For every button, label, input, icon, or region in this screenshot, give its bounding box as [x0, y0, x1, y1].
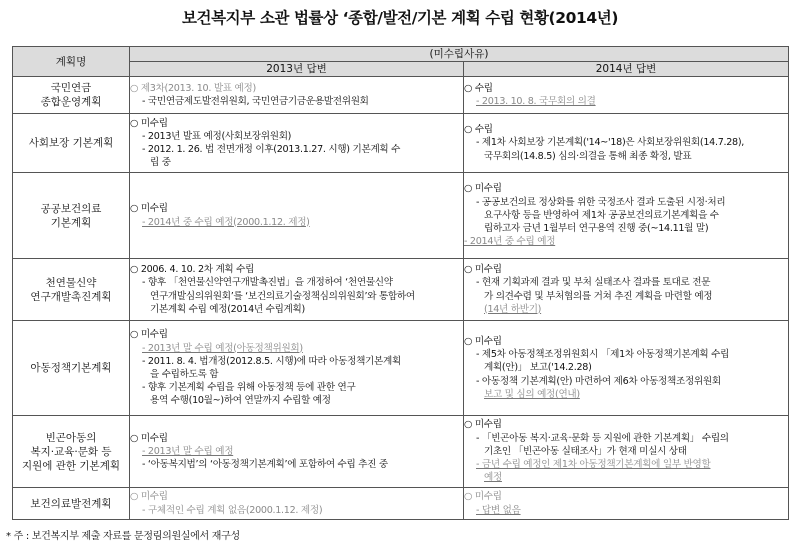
- answer-line: ○ 미수립: [464, 335, 502, 347]
- page-title: 보건복지부 소관 법률상 ‘종합/발전/기본 계획 수립 현황(2014년): [181, 9, 619, 27]
- answer-line: - 국민연금제도발전위원회, 국민연금기금운용발전위원회: [142, 96, 369, 107]
- answer-line: - 제1차 사회보장 기본계획('14~'18)은 사회보장위원회(14.7.28),: [476, 137, 745, 149]
- plan-name-line: 복지·교육·문화 등: [30, 445, 112, 458]
- header-plan-name: 계획명: [13, 47, 130, 77]
- answer-line: - 제5차 아동정책조정위원회시 「제1차 아동정책기본계획 수립: [476, 349, 730, 361]
- answer-line: - 2013. 10. 8. 국무회의 의결: [476, 96, 596, 107]
- answer-2014-cell: [464, 77, 789, 114]
- answer-2013-cell: [130, 114, 464, 173]
- answer-line: - 2013년 말 수립 예정(아동정책위원회): [142, 342, 303, 354]
- plan-name-line: 연구개발촉진계획: [30, 290, 112, 303]
- plan-name-cell: [13, 416, 130, 488]
- plan-name-line: 보건의료발전계획: [30, 497, 112, 510]
- plan-name-cell: [13, 488, 130, 520]
- answer-2013-cell: [130, 321, 464, 416]
- answer-line: ○ 미수립: [464, 264, 502, 276]
- answer-line: 예정: [484, 472, 502, 484]
- answer-line: 보고 및 심의 예정(연내): [484, 388, 580, 400]
- answer-line: 국무회의(14.8.5) 심의·의결을 통해 최종 확정, 발표: [484, 150, 692, 162]
- plan-name-cell: [13, 77, 130, 114]
- answer-line: 기초인 「빈곤아동 실태조사」가 현재 미실시 상태: [484, 445, 687, 457]
- answer-line: 을 수립하도록 함: [150, 369, 219, 380]
- plan-name-line: 공공보건의료: [40, 202, 102, 215]
- answer-line: 립하고자 금년 1월부터 연구용역 진행 중(~14.11월 말): [484, 223, 709, 235]
- answer-line: - 2012. 1. 26. 법 전면개정 이후(2013.1.27. 시행) 기본계획 수: [142, 144, 401, 155]
- answer-2013-cell: [130, 77, 464, 114]
- answer-line: 기본계획 수립 예정(2014년 수립계획): [150, 303, 305, 315]
- answer-line: - 공공보건의료 정상화를 위한 국정조사 결과 도출된 시정·처리: [476, 196, 726, 208]
- answer-line: (14년 하반기): [484, 303, 542, 315]
- plan-name-line: 지원에 관한 기본계획: [22, 459, 120, 472]
- answer-line: ○ 2006. 4. 10. 2차 계획 수립: [130, 264, 255, 276]
- answer-line: 요구사항 등을 반영하여 제1차 공공보건의료기본계획을 수: [484, 209, 719, 221]
- answer-line: - 2013년 말 수립 예정: [142, 445, 234, 457]
- table-row: [13, 321, 789, 416]
- answer-line: - 2013년 발표 예정(사회보장위원회): [142, 130, 292, 142]
- plan-name-line: 빈곤아동의: [45, 431, 97, 444]
- answer-2014-cell: [464, 114, 789, 173]
- table-row: [13, 173, 789, 259]
- answer-line: ○ 제3차(2013. 10. 발표 예정): [130, 82, 256, 94]
- answer-2014-cell: [464, 259, 789, 321]
- answer-line: 립 중: [150, 157, 171, 169]
- header-row-2: [13, 62, 789, 77]
- plan-name-cell: [13, 173, 130, 259]
- plan-name-cell: [13, 321, 130, 416]
- answer-line: - 금년 수립 예정인 제1차 아동정책기본계획에 일부 반영할: [476, 459, 711, 471]
- plan-name-line: 사회보장 기본계획: [28, 137, 114, 149]
- answer-2013-cell: [130, 173, 464, 259]
- answer-line: - 「빈곤아동 복지·교육·문화 등 지원에 관한 기본계획」 수립의: [476, 432, 729, 444]
- answer-line: ○ 미수립: [130, 203, 168, 215]
- answer-2013-cell: [130, 488, 464, 520]
- plan-name-line: 아동정책기본계획: [30, 362, 112, 374]
- plan-name-cell: [13, 114, 130, 173]
- answer-line: 계획(안)」 보고('14.2.28): [484, 362, 592, 374]
- answer-line: - 2011. 8. 4. 법개정(2012.8.5. 시행)에 따라 아동정책기본계획: [142, 355, 401, 367]
- answer-line: 용역 수행(10월~)하여 연말까지 수립할 예정: [150, 395, 331, 407]
- answer-line: - 답변 없음: [476, 504, 521, 516]
- answer-line: ○ 미수립: [464, 419, 502, 431]
- table-row: [13, 114, 789, 173]
- plan-name-line: 천연물신약: [45, 276, 97, 289]
- answer-line: ○ 미수립: [130, 329, 168, 341]
- answer-line: - ‘아동복지법’의 ‘아동정책기본계획’에 포함하여 수립 추진 중: [142, 459, 388, 471]
- footnote: * 주 : 보건복지부 제출 자료를 문정림의원실에서 재구성: [6, 531, 240, 542]
- answer-2013-cell: [130, 416, 464, 488]
- header-2013: 2013년 답변: [130, 62, 464, 77]
- plan-name-cell: [13, 259, 130, 321]
- answer-line: ○ 미수립: [130, 117, 168, 129]
- answer-line: - 구체적인 수립 계획 없음(2000.1.12. 제정): [142, 504, 323, 516]
- answer-2014-cell: [464, 416, 789, 488]
- plan-name-line: 종합운영계획: [40, 96, 102, 108]
- header-reason: (미수립사유): [130, 47, 789, 62]
- answer-2014-cell: [464, 321, 789, 416]
- answer-2013-cell: [130, 259, 464, 321]
- plan-name-line: 기본계획: [50, 216, 92, 229]
- table-row: [13, 416, 789, 488]
- answer-line: - 아동정책 기본계획(안) 마련하여 제6차 아동정책조정위원회: [476, 375, 721, 387]
- answer-line: 연구개발심의위원회’를 ‘보건의료기술정책심의위원회’와 통합하여: [150, 290, 415, 302]
- answer-line: ○ 미수립: [130, 432, 168, 444]
- plan-name-line: 국민연금: [50, 82, 92, 94]
- answer-line: ○ 수립: [464, 124, 493, 136]
- header-row-1: [13, 47, 789, 62]
- table-row: [13, 488, 789, 520]
- answer-line: ○ 미수립: [464, 491, 502, 503]
- answer-line: - 2014년 중 수립 예정(2000.1.12. 제정): [142, 216, 310, 228]
- answer-2014-cell: [464, 488, 789, 520]
- answer-2014-cell: [464, 173, 789, 259]
- answer-line: ○ 미수립: [464, 183, 502, 195]
- answer-line: ○ 미수립: [130, 491, 168, 503]
- answer-line: 가 의견수렴 및 부처협의를 거쳐 추진 계획을 마련할 예정: [484, 290, 713, 302]
- table-row: [13, 259, 789, 321]
- answer-line: - 향후 「천연물신약연구개발촉진법」을 개정하여 ‘천연물신약: [142, 277, 393, 289]
- table-row: [13, 77, 789, 114]
- answer-line: - 2014년 중 수립 예정: [464, 236, 556, 248]
- answer-line: ○ 수립: [464, 82, 493, 94]
- header-2014: 2014년 답변: [464, 62, 789, 77]
- answer-line: - 향후 기본계획 수립을 위해 아동정책 등에 관한 연구: [142, 382, 356, 394]
- answer-line: - 현재 기획과제 결과 및 부처 실태조사 결과를 토대로 전문: [476, 277, 711, 289]
- plan-status-table: [12, 46, 789, 520]
